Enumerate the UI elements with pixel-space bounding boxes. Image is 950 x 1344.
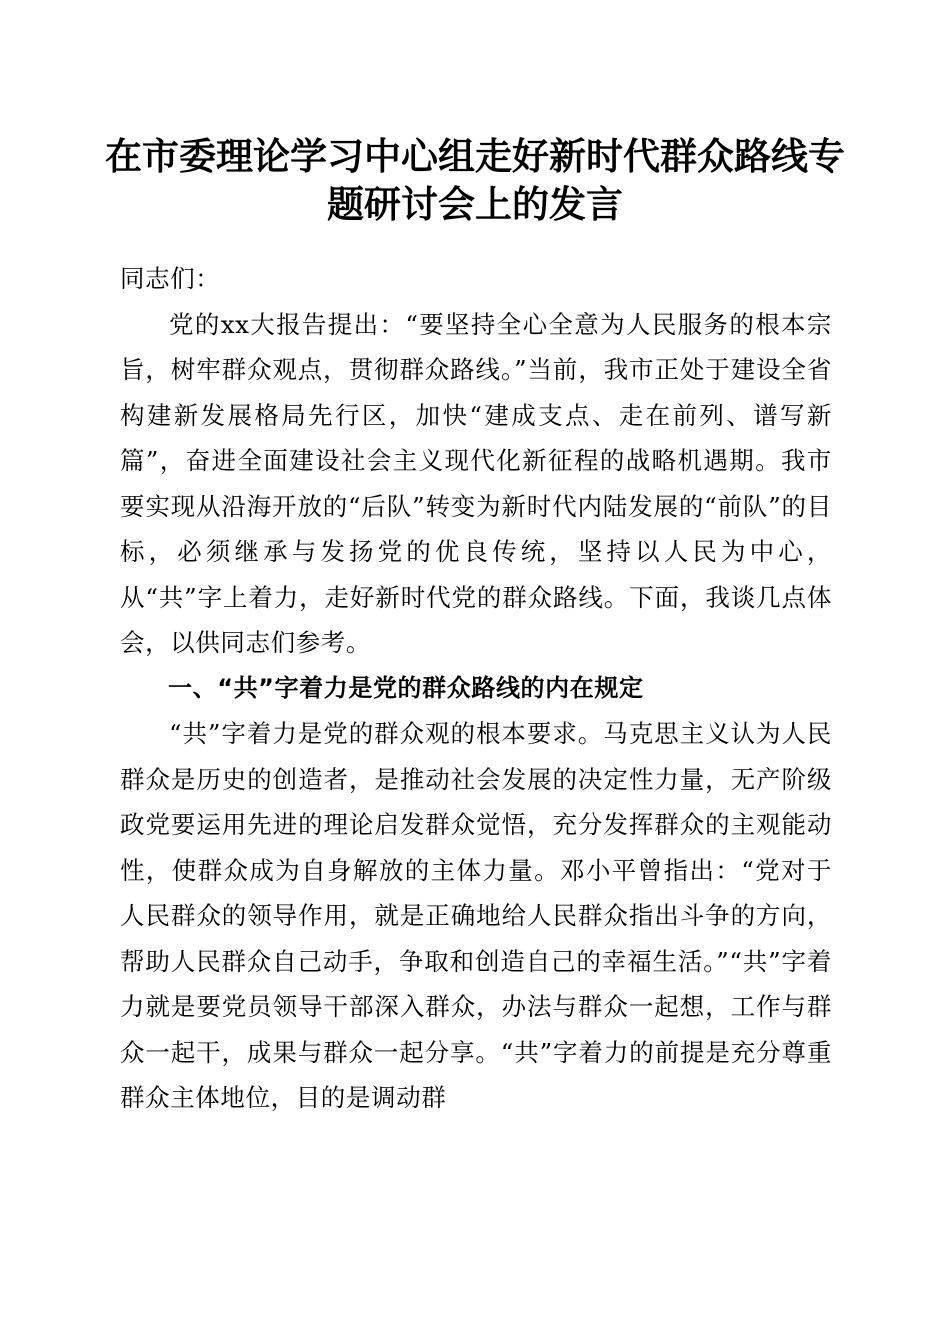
document-title xyxy=(100,132,850,228)
section-heading-1: 一、“共”字着力是党的群众路线的内在规定 xyxy=(168,673,644,702)
paragraph-section-1: “共”字着力是党的群众观的根本要求。马克思主义认为人民群众是历史的创造者，是推动社会发展的决定性力量，无产阶级政党要运用先进的理论启发群众觉悟，充分发挥群众的主观能动性，使群众成为自身解放的主体力量。邓小平曾指出：“党对于人民群众的领导作用，就是正确地给人民群众指出斗争的方向，帮助人民群众自己动手，争取和创造自己的幸福生活。”“共”字着力就是要党员领导干部深入群众，办法与群众一起想，工作与群众一起干，成果与群众一起分享。“共”字着力的前提是充分尊重群众主体地位，目的是调动群 xyxy=(120,719,832,1112)
title-line-1: 在市委理论学习中心组走好新时代群众路线专 xyxy=(105,134,845,178)
greeting: 同志们： xyxy=(120,264,221,293)
paragraph-intro: 党的xx大报告提出：“要坚持全心全意为人民服务的根本宗旨，树牢群众观点，贯彻群众路线。”当前，我市正处于建设全省构建新发展格局先行区，加快“建成支点、走在前列、谱写新篇”，奋进全面建设社会主义现代化新征程的战略机遇期。我市要实现从沿海开放的“后队”转变为新时代内陆发展的“前队”的目标，必须继承与发扬党的优良传统，坚持以人民为中心，从“共”字上着力，走好新时代党的群众路线。下面，我谈几点体会，以供同志们参考。 xyxy=(120,309,832,657)
document-body xyxy=(120,256,832,1121)
title-line-2: 题研讨会上的发言 xyxy=(327,182,623,226)
